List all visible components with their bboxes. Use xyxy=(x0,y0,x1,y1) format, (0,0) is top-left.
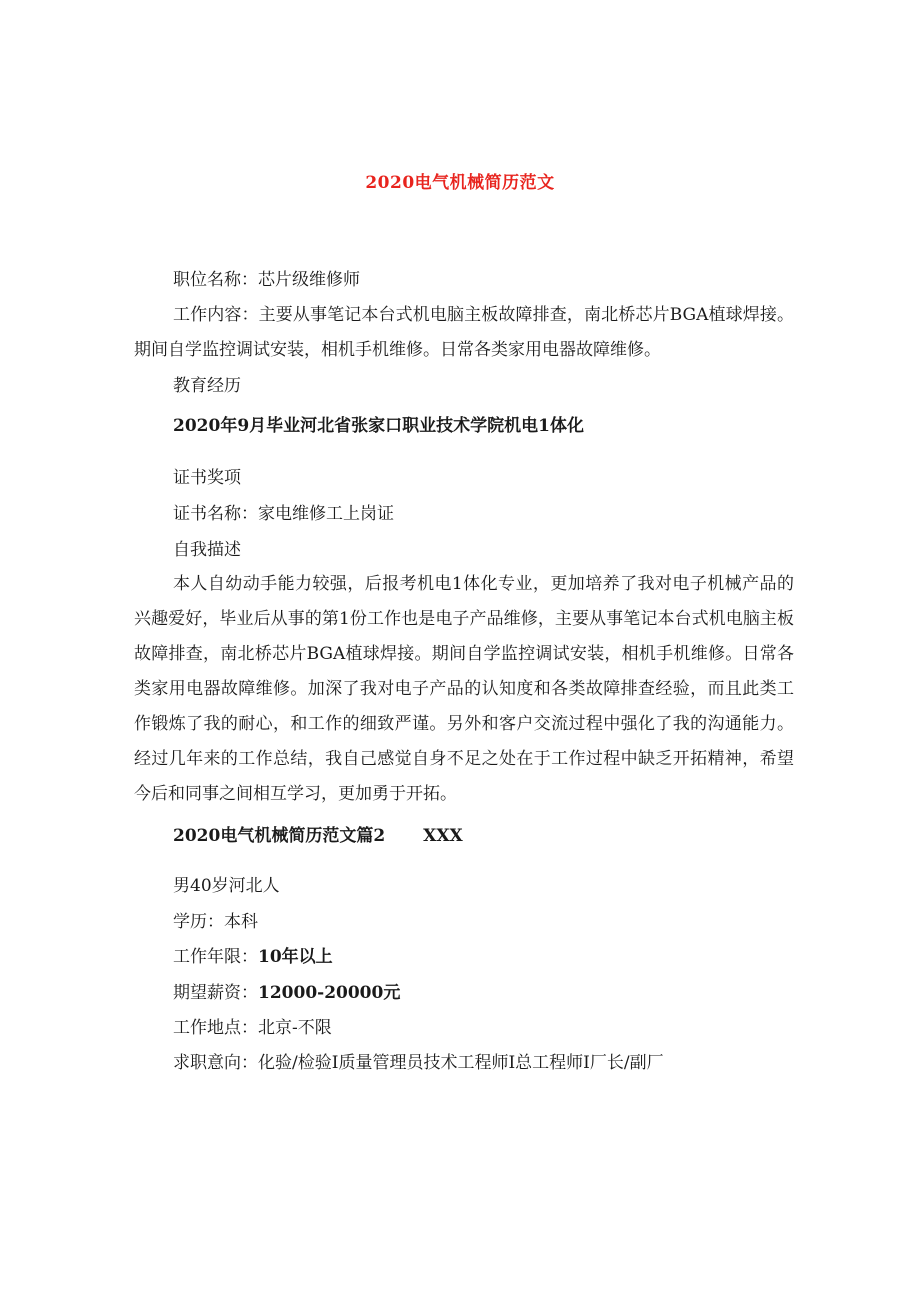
profile-years-line xyxy=(173,946,333,968)
certificate-name-label: 证书名称： xyxy=(173,504,258,524)
section2-heading: 2020电气机械简历范文篇2 xyxy=(173,826,386,846)
profile-years-label: 工作年限： xyxy=(173,947,258,967)
job-content-label: 工作内容： xyxy=(173,305,259,325)
profile-location-label: 工作地点： xyxy=(173,1018,258,1038)
job-content-text: 主要从事笔记本台式机电脑主板故障排查，南北桥芯片BGA植球焊接。期间自学监控调试安装，相机手机维修。日常各类家用电器故障维修。 xyxy=(134,305,794,360)
profile-salary-value: 12000-20000元 xyxy=(258,983,401,1003)
position-label: 职位名称： xyxy=(173,270,258,290)
profile-education-value: 本科 xyxy=(224,912,258,932)
position-value: 芯片级维修师 xyxy=(258,270,360,290)
self-description-heading: 自我描述 xyxy=(173,540,241,560)
job-content-paragraph xyxy=(134,298,794,368)
profile-intent-value: 化验/检验I质量管理员技术工程师I总工程师I厂长/副厂 xyxy=(258,1053,664,1073)
profile-education-label: 学历： xyxy=(173,912,224,932)
profile-location-value: 北京-不限 xyxy=(258,1018,332,1038)
profile-salary-line xyxy=(173,982,400,1004)
profile-location-line xyxy=(173,1017,332,1039)
profile-basic: 男40岁河北人 xyxy=(173,876,280,896)
profile-salary-label: 期望薪资： xyxy=(173,983,258,1003)
candidate-name: XXX xyxy=(423,826,463,846)
education-heading: 教育经历 xyxy=(173,376,241,396)
self-description-paragraph: 本人自幼动手能力较强，后报考机电1体化专业，更加培养了我对电子机械产品的兴趣爱好，毕业后从事的第1份工作也是电子产品维修，主要从事笔记本台式机电脑主板故障排查，南北桥芯片BGA植球焊接。期间自学监控调试安装，相机手机维修。日常各类家用电器故障维修。加深了我对电子产品的认知度和各类故障排查经验，而且此类工作锻炼了我的耐心，和工作的细致严谨。另外和客户交流过程中强化了我的沟通能力。经过几年来的工作总结，我自己感觉自身不足之处在于工作过程中缺乏开拓精神，希望今后和同事之间相互学习，更加勇于开拓。 xyxy=(134,574,794,804)
profile-intent-label: 求职意向： xyxy=(173,1053,258,1073)
page-title: 2020电气机械简历范文 xyxy=(365,173,555,193)
certificate-name-value: 家电维修工上岗证 xyxy=(258,504,394,524)
section2-heading-line xyxy=(173,825,463,847)
certificate-name-line xyxy=(173,503,394,525)
education-entry: 2020年9月毕业河北省张家口职业技术学院机电1体化 xyxy=(173,416,584,436)
profile-education-line xyxy=(173,911,258,933)
certificates-heading: 证书奖项 xyxy=(173,468,241,488)
profile-years-value: 10年以上 xyxy=(258,947,333,967)
position-line xyxy=(173,269,360,291)
profile-intent-line xyxy=(173,1052,664,1074)
